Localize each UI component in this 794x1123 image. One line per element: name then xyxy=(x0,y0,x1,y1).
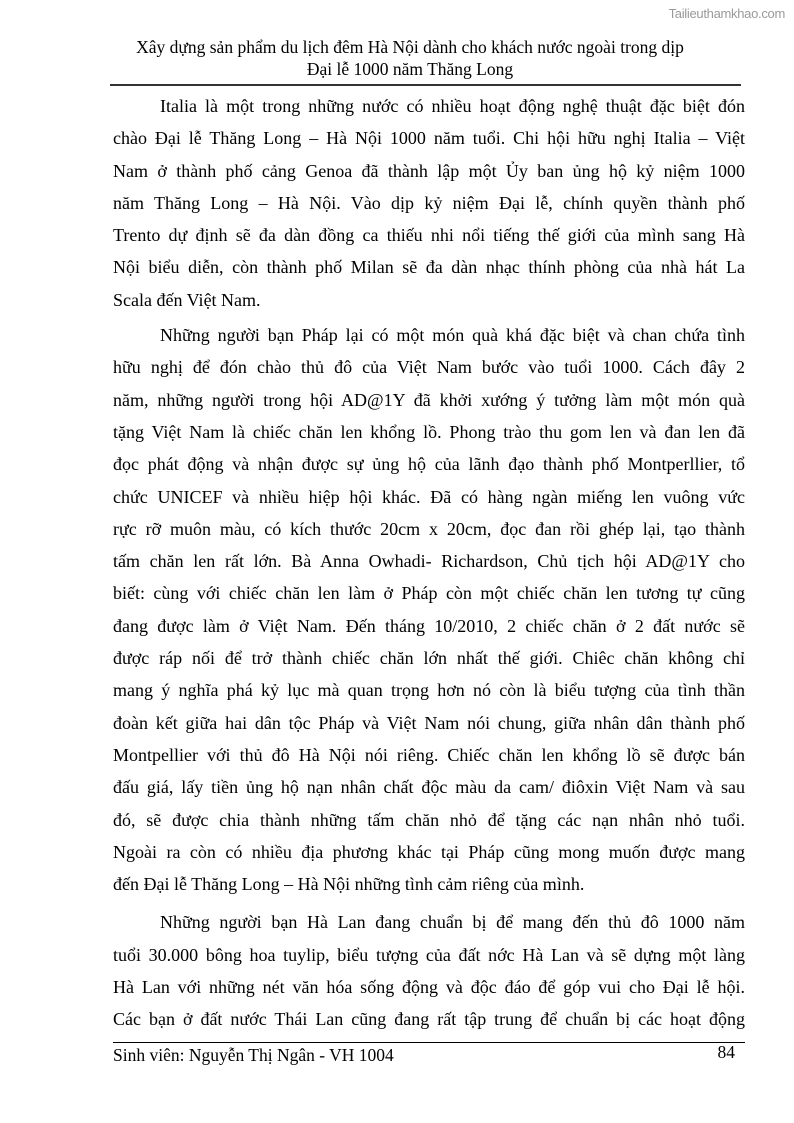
footer-divider xyxy=(113,1042,745,1043)
paragraph-line: Hà Lan với những nét văn hóa sống động và độc đáo để góp vui cho Đại lễ hội. xyxy=(113,977,745,998)
paragraph-line: mang ý nghĩa phá kỷ lục mà quan trọng hơn nó còn là biểu tượng của tình thần xyxy=(113,680,745,701)
paragraph-line: đến Đại lễ Thăng Long – Hà Nội những tình cảm riêng của mình. xyxy=(113,874,585,895)
page-number: 84 xyxy=(717,1042,735,1062)
paragraph-line: đấu giá, lấy tiền ủng hộ nạn nhân chất độc màu da cam/ điôxin Việt Nam và sau xyxy=(113,777,745,798)
paragraph-line: năm, những người trong hội AD@1Y đã khởi xướng ý tưởng làm một món quà xyxy=(113,389,745,410)
paragraph-line: đọc phát động và nhận được sự ủng hộ của lãnh đạo thành phố Montperllier, tổ xyxy=(113,454,745,475)
paragraph-line: đó, sẽ được chia thành những tấm chăn nhỏ để tặng các nạn nhân nhỏ tuổi. xyxy=(113,809,745,830)
paragraph-line: năm Thăng Long – Hà Nội. Vào dịp kỷ niệm Đại lễ, chính quyền thành phố xyxy=(113,192,745,213)
paragraph-line: Scala đến Việt Nam. xyxy=(113,289,261,310)
paragraph-line: chức UNICEF và nhiều hiệp hội khác. Đã có hàng ngàn miếng len vuông vức xyxy=(113,486,745,507)
paragraph-line: Trento dự định sẽ đa dàn đồng ca thiếu nhi nổi tiếng thế giới của mình sang Hà xyxy=(113,225,745,246)
paragraph-line: được ráp nối để trở thành chiếc chăn lớn nhất thế giới. Chiêc chăn không chỉ xyxy=(113,648,745,669)
paragraph-line: tấm chăn len rất lớn. Bà Anna Owhadi- Richardson, Chủ tịch hội AD@1Y cho xyxy=(113,551,745,572)
header-divider xyxy=(110,84,741,86)
paragraph-line: rực rỡ muôn màu, có kích thước 20cm x 20cm, đọc đan rồi ghép lại, tạo thành xyxy=(113,518,745,539)
paragraph-line: Các bạn ở đất nước Thái Lan cũng đang rất tập trung để chuẩn bị các hoạt động xyxy=(113,1009,745,1030)
paragraph xyxy=(113,906,745,1035)
footer-student: Sinh viên: Nguyễn Thị Ngân - VH 1004 xyxy=(113,1045,394,1065)
paragraph-line: Những người bạn Hà Lan đang chuẩn bị để mang đến thủ đô 1000 năm xyxy=(160,912,745,933)
paragraph-line: biết: cùng với chiếc chăn len làm ở Pháp còn một chiếc chăn len tương tự cũng xyxy=(113,583,745,604)
paragraph-line: tặng Việt Nam là chiếc chăn len khổng lồ. Phong trào thu gom len và đan len đã xyxy=(113,421,745,442)
watermark: Tailieuthamkhao.com xyxy=(668,6,785,21)
paragraph-line: đoàn kết giữa hai dân tộc Pháp và Việt Nam nói chung, giữa nhân dân thành phố xyxy=(113,712,745,733)
paragraph-line: tuổi 30.000 bông hoa tuylip, biểu tượng của đất nớc Hà Lan và sẽ dựng một làng xyxy=(113,944,745,965)
paragraph-line: đang được làm ở Việt Nam. Đến tháng 10/2010, 2 chiếc chăn ở 2 đất nước sẽ xyxy=(113,615,745,636)
header-title-line-2: Đại lễ 1000 năm Thăng Long xyxy=(306,59,514,79)
header-title-line-1: Xây dựng sản phẩm du lịch đêm Hà Nội dành cho khách nước ngoài trong dịp xyxy=(136,37,684,57)
paragraph-line: Ngoài ra còn có nhiều địa phương khác tại Pháp cũng mong muốn được mang xyxy=(113,841,745,862)
paragraph-line: hữu nghị để đón chào thủ đô của Việt Nam bước vào tuổi 1000. Cách đây 2 xyxy=(113,357,745,378)
paragraph-line: Nam ở thành phố cảng Genoa đã thành lập một Ủy ban ủng hộ kỷ niệm 1000 xyxy=(113,160,745,181)
paragraph-line: Những người bạn Pháp lại có một món quà khá đặc biệt và chan chứa tình xyxy=(160,325,745,346)
paragraph-line: Montpellier với thủ đô Hà Nội nói riêng. Chiếc chăn len khổng lồ sẽ được bán xyxy=(113,744,745,765)
paragraph xyxy=(113,319,745,900)
paragraph xyxy=(113,90,745,316)
paragraph-line: chào Đại lễ Thăng Long – Hà Nội 1000 năm tuổi. Chi hội hữu nghị Italia – Việt xyxy=(113,128,745,149)
paragraph-line: Italia là một trong những nước có nhiều hoạt động nghệ thuật đặc biệt đón xyxy=(160,96,745,116)
running-header xyxy=(110,36,710,80)
document-body xyxy=(113,90,745,1036)
paragraph-line: Nội biểu diễn, còn thành phố Milan sẽ đa dàn nhạc thính phòng của nhà hát La xyxy=(113,257,745,278)
